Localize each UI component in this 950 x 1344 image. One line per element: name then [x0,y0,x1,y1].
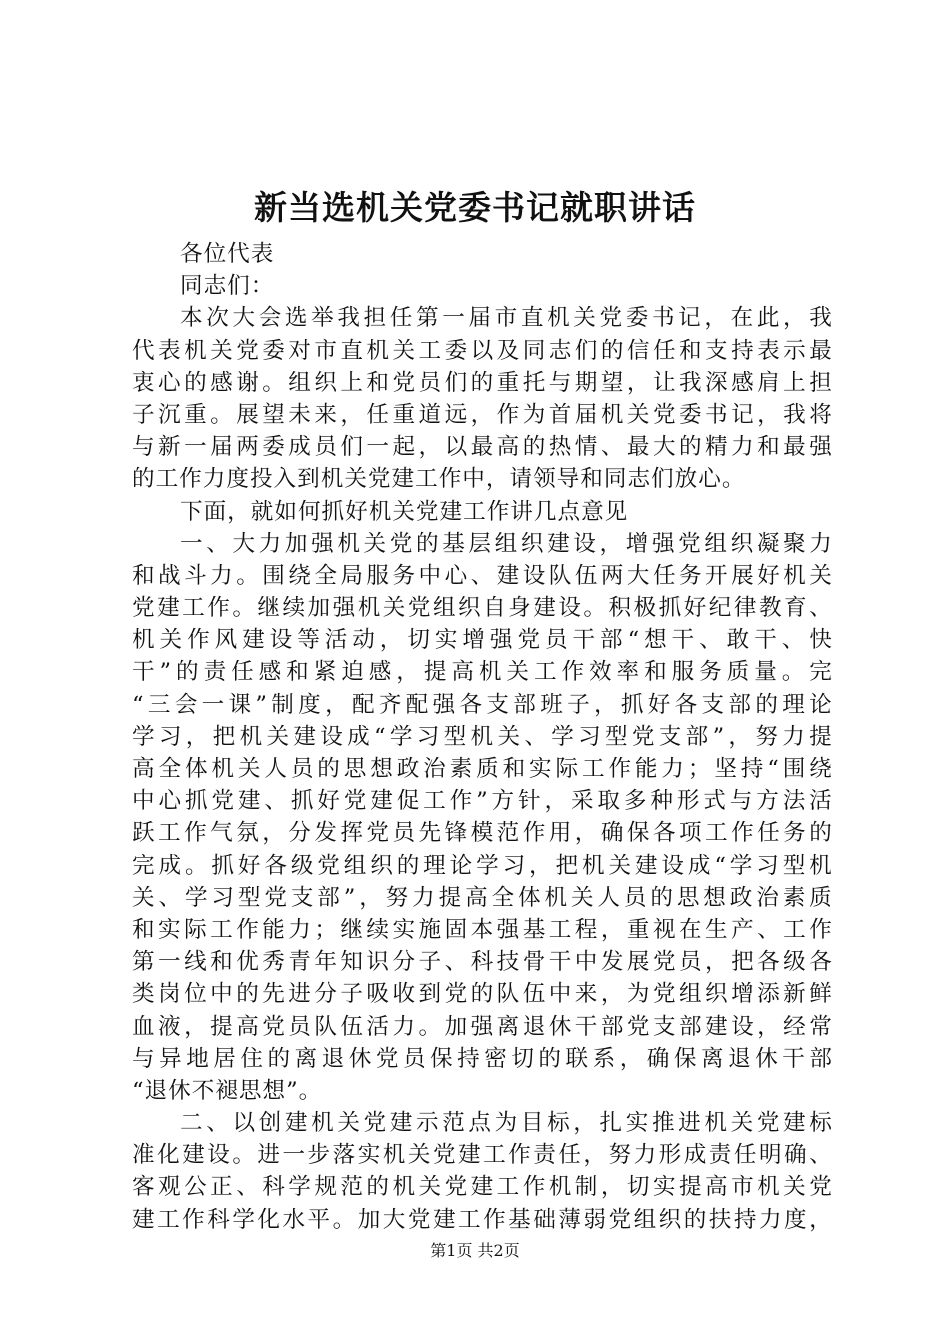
text-line: 干 ” 的 责 任 感 和 紧 迫 感 ， 提 高 机 关 工 作 效 率 和 服 务 质 量 。 完 [132,659,832,686]
text-line: 高 全 体 机 关 人 员 的 思 想 政 治 素 质 和 实 际 工 作 能 力 ； 坚 持 “ 围 绕 [132,756,832,782]
text-line: 准 化 建 设 。 进 一 步 落 实 机 关 党 建 工 作 责 任 ， 努 力 形 成 责 任 明 确 、 [132,1142,832,1169]
text-line: 同志们： [180,273,275,300]
document-body [132,238,832,1236]
text-line: 跃 工 作 气 氛 ， 分 发 挥 党 员 先 锋 模 范 作 用 ， 确 保 各 项 工 作 任 务 的 [132,820,832,847]
text-line: 下面，就如何抓好机关党建工作讲几点意见 [180,498,629,525]
text-line: 第 一 线 和 优 秀 青 年 知 识 分 子 、 科 技 骨 干 中 发 展 党 员 ， 把 各 级 各 [132,949,832,976]
text-line: 类 岗 位 中 的 先 进 分 子 吸 收 到 党 的 队 伍 中 来 ， 为 党 组 织 增 添 新 鲜 [132,981,832,1008]
text-line: 子 沉 重 。 展 望 未 来 ， 任 重 道 远 ， 作 为 首 届 机 关 党 委 书 记 ， 我 将 [132,401,832,428]
text-line: 和 战 斗 力 。 围 绕 全 局 服 务 中 心 、 建 设 队 伍 两 大 任 务 开 展 好 机 关 [132,562,832,589]
text-line: 衷 心 的 感 谢 。 组 织 上 和 党 员 们 的 重 托 与 期 望 ， 让 我 深 感 肩 上 担 [132,369,832,396]
text-line: 代 表 机 关 党 委 对 市 直 机 关 工 委 以 及 同 志 们 的 信 任 和 支 持 表 示 最 [132,337,832,364]
text-line: 与 异 地 居 住 的 离 退 休 党 员 保 持 密 切 的 联 系 ， 确 保 离 退 休 干 部 [132,1045,832,1072]
text-line: 机 关 作 风 建 设 等 活 动 ， 切 实 增 强 党 员 干 部 “ 想 干 、 敢 干 、 快 [132,627,832,654]
text-line: 建 工 作 科 学 化 水 平 。 加 大 党 建 工 作 基 础 薄 弱 党 组 织 的 扶 持 力 度 ， [132,1206,832,1233]
page-footer: 第1页 共2页 [430,1241,520,1260]
text-line: 客 观 公 正 、 科 学 规 范 的 机 关 党 建 工 作 机 制 ， 切 实 提 高 市 机 关 党 [132,1174,832,1201]
text-line: 各位代表 [180,241,275,267]
text-line: 与 新 一 届 两 委 成 员 们 一 起 ， 以 最 高 的 热 情 、 最 大 的 精 力 和 最 强 [132,434,832,461]
text-line: 本 次 大 会 选 举 我 担 任 第 一 届 市 直 机 关 党 委 书 记 ， 在 此 ， 我 [180,305,832,332]
text-line: 血 液 ， 提 高 党 员 队 伍 活 力 。 加 强 离 退 休 干 部 党 支 部 建 设 ， 经 常 [132,1013,832,1040]
text-line: 二 、 以 创 建 机 关 党 建 示 范 点 为 目 标 ， 扎 实 推 进 机 关 党 建 标 [180,1110,832,1137]
document-title: 新当选机关党委书记就职讲话 [254,188,696,227]
text-line: 的工作力度投入到机关党建工作中，请领导和同志们放心。 [132,466,746,493]
text-line: “ 三 会 一 课 ” 制 度 ， 配 齐 配 强 各 支 部 班 子 ， 抓 好 各 支 部 的 理 论 [132,691,832,718]
text-line: 一 、 大 力 加 强 机 关 党 的 基 层 组 织 建 设 ， 增 强 党 组 织 凝 聚 力 [180,530,832,557]
text-line: 完 成 。 抓 好 各 级 党 组 织 的 理 论 学 习 ， 把 机 关 建 设 成 “ 学 习 型 机 [132,852,832,879]
text-line: 关 、 学 习 型 党 支 部 ” ， 努 力 提 高 全 体 机 关 人 员 的 思 想 政 治 素 质 [132,884,832,911]
text-line: 和 实 际 工 作 能 力 ； 继 续 实 施 固 本 强 基 工 程 ， 重 视 在 生 产 、 工 作 [132,916,832,943]
text-line: 中 心 抓 党 建 、 抓 好 党 建 促 工 作 ” 方 针 ， 采 取 多 种 形 式 与 方 法 活 [132,788,832,815]
text-line: 学 习 ， 把 机 关 建 设 成 “ 学 习 型 机 关 、 学 习 型 党 支 部 ” ， 努 力 提 [132,723,832,750]
text-line: “退休不褪思想”。 [132,1077,323,1104]
text-line: 党 建 工 作 。 继 续 加 强 机 关 党 组 织 自 身 建 设 。 积 极 抓 好 纪 律 教 育 、 [132,595,832,622]
